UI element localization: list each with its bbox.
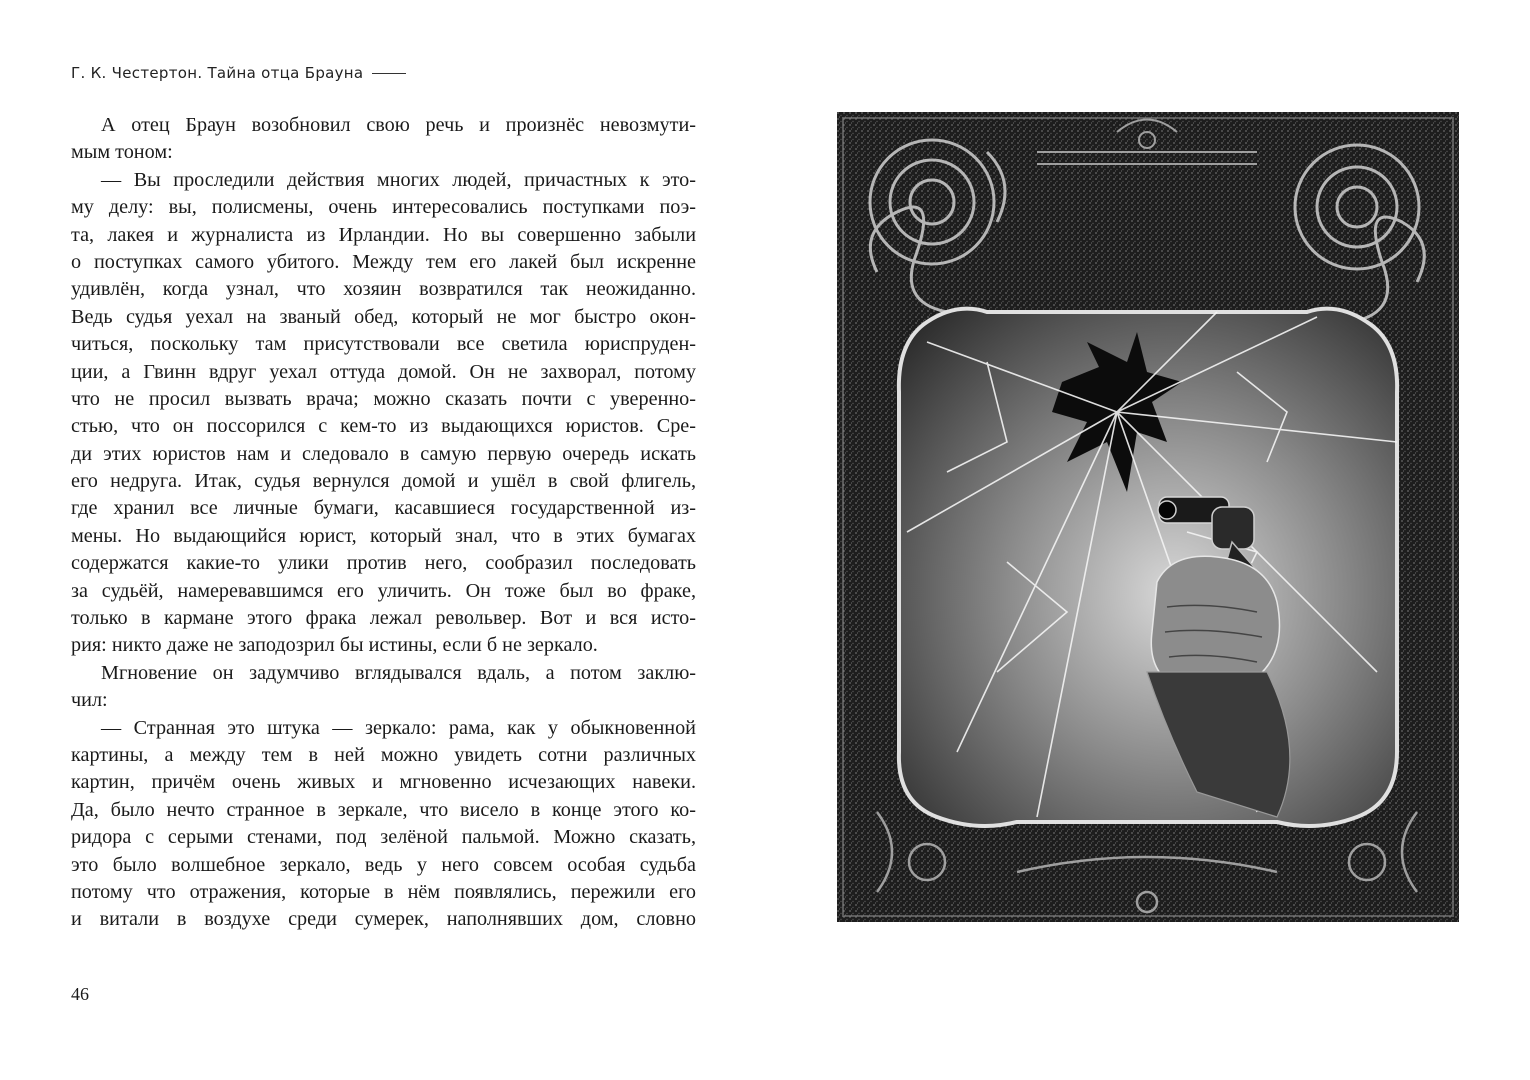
text-line: ридора с серыми стенами, под зелёной пальмой. Можно сказать, (71, 826, 696, 849)
text-line: му делу: вы, полисмены, очень интересовались поступками поэ- (71, 196, 696, 219)
text-line: ции, а Гвинн вдруг уехал оттуда домой. Он не захворал, потому (71, 360, 696, 383)
text-line: та, лакея и журналиста из Ирландии. Но вы совершенно забыли (71, 223, 696, 246)
text-line: мым тоном: (71, 141, 173, 164)
text-line: содержатся какие-то улики против него, сообразил последовать (71, 552, 696, 575)
running-head (71, 62, 406, 84)
text-line: потому что отражения, которые в нём появлялись, пережили его (71, 880, 696, 903)
text-line: только в кармане этого фрака лежал револьвер. Вот и вся исто- (71, 607, 696, 630)
revolver-muzzle (1158, 501, 1176, 519)
body-text (71, 112, 696, 934)
running-head-text: Г. К. Честертон. Тайна отца Брауна (71, 64, 364, 82)
text-line: рия: никто даже не заподозрил бы истины, если б не зеркало. (71, 634, 598, 657)
text-line: это было волшебное зеркало, ведь у него совсем особая судьба (71, 853, 696, 876)
text-line: читься, поскольку там присутствовали все светила юриспруден- (71, 333, 696, 356)
running-head-rule (372, 73, 406, 74)
text-line: картины, а между тем в ней можно увидеть сотни различных (71, 743, 696, 766)
text-line: — Вы проследили действия многих людей, причастных к это- (101, 168, 696, 191)
text-line: где хранил все личные бумаги, касавшиеся государственной из- (71, 497, 696, 520)
text-line: и витали в воздухе среди сумерек, наполнявших дом, словно (71, 908, 696, 931)
text-line: ди этих юристов нам и следовало в самую первую очередь искать (71, 442, 696, 465)
text-line: Да, было нечто странное в зеркале, что висело в конце этого ко- (71, 798, 696, 821)
text-line: стью, что он поссорился с кем-то из выдающихся юристов. Сре- (71, 415, 696, 438)
text-line: Ведь судья уехал на званый обед, который не мог быстро окон- (71, 305, 696, 328)
text-line: мены. Но выдающийся юрист, который знал, что в этих бумагах (71, 524, 696, 547)
text-line: картин, причём очень живых и мгновенно исчезающих навеки. (71, 771, 696, 794)
text-line: его недруга. Итак, судья вернулся домой и ушёл в свой флигель, (71, 470, 696, 493)
text-line: за судьёй, намеревавшимся его уличить. Он тоже был во фраке, (71, 579, 696, 602)
text-line: чил: (71, 689, 108, 712)
text-line: А отец Браун возобновил свою речь и произнёс невозмути- (101, 114, 696, 136)
broken-mirror-illustration (837, 112, 1459, 922)
text-line: удивлён, когда узнал, что хозяин возвратился так неожиданно. (71, 278, 696, 301)
text-line: что не просил вызвать врача; можно сказать почти с уверенно- (71, 387, 696, 410)
text-line: Мгновение он задумчиво вглядывался вдаль, а потом заклю- (101, 661, 696, 684)
text-line: о поступках самого убитого. Между тем его лакей был искренне (71, 250, 696, 273)
text-line: — Странная это штука — зеркало: рама, как у обыкновенной (101, 716, 696, 739)
page-number: 46 (71, 984, 89, 1004)
